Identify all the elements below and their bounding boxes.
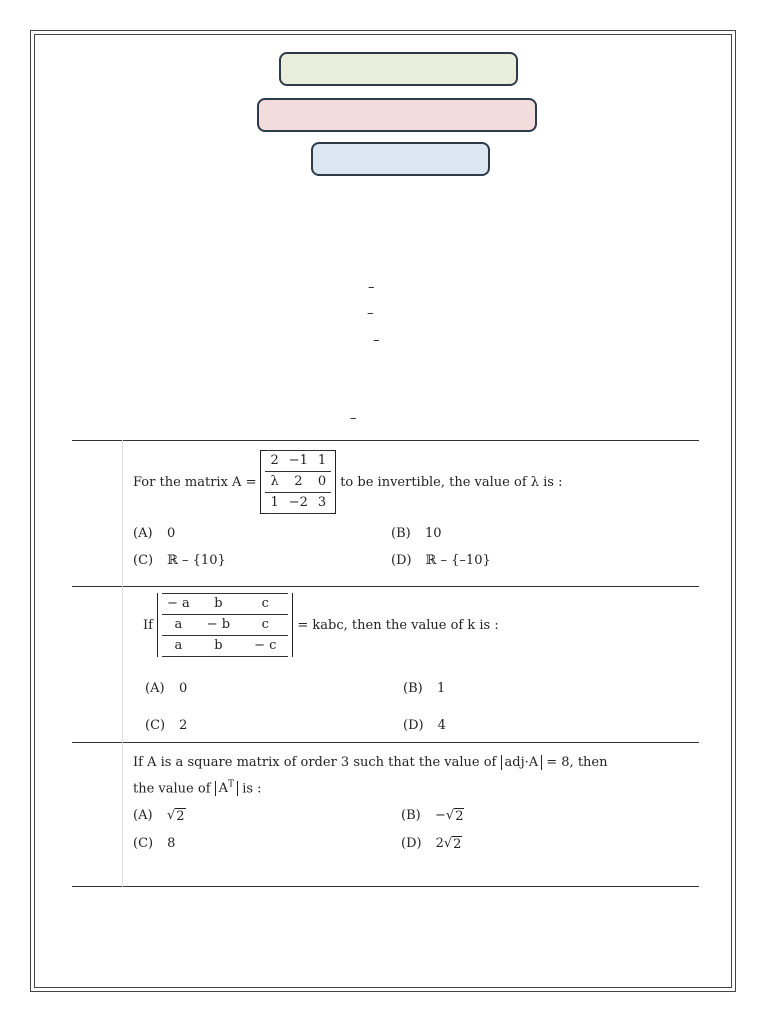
question-stem — [143, 593, 699, 657]
option-label: (B) — [403, 681, 423, 696]
matrix-entry: c — [261, 596, 269, 611]
option-text: 4 — [437, 718, 446, 733]
option-label: (C) — [145, 718, 166, 733]
stem-text: If A is a square matrix of order 3 such that the value of — [133, 755, 497, 770]
option-a — [133, 808, 401, 824]
option-label: (C) — [133, 553, 154, 568]
option-a — [145, 681, 403, 696]
option-b — [401, 808, 601, 824]
options-grid — [133, 808, 699, 852]
sqrt-icon: √ 2 — [167, 808, 185, 825]
dash-mark: – — [350, 411, 357, 426]
sqrt-icon: √ 2 — [443, 836, 462, 853]
matrix-entry: a — [174, 617, 183, 632]
question-table — [72, 440, 699, 887]
options-grid — [133, 526, 699, 568]
matrix-entry: 2 — [270, 453, 279, 468]
option-d — [403, 718, 603, 733]
option-text: 0 — [179, 681, 188, 696]
matrix-entry: 3 — [317, 495, 327, 510]
option-c — [133, 553, 391, 568]
radicand: 2 — [176, 809, 185, 825]
matrix-entry: − a — [166, 596, 190, 611]
matrix-entry: 0 — [317, 474, 327, 489]
determinant-a-transpose — [215, 781, 238, 796]
sqrt-icon: √ 2 — [445, 808, 464, 825]
option-prefix: 2 — [435, 836, 444, 852]
option-text: 8 — [167, 836, 176, 852]
option-label: (B) — [401, 808, 421, 824]
question-number-cell — [72, 441, 123, 587]
option-c — [133, 836, 401, 852]
question-cell — [123, 441, 700, 587]
matrix-entry: −2 — [288, 495, 308, 510]
option-text: 2 — [179, 718, 188, 733]
question-stem — [133, 752, 699, 800]
question-row — [72, 587, 699, 743]
option-b — [403, 681, 603, 696]
option-text: 1 — [437, 681, 446, 696]
option-c — [145, 718, 403, 733]
matrix-symbol: A — [218, 781, 229, 797]
option-text: ℝ – {–10} — [425, 553, 491, 568]
question-cell — [123, 743, 700, 887]
dash-mark: – — [367, 306, 374, 321]
matrix-entry: 2 — [294, 474, 303, 489]
transpose-superscript: T — [228, 780, 235, 790]
option-label: (A) — [145, 681, 165, 696]
option-label: (C) — [133, 836, 154, 852]
matrix-entry: b — [214, 638, 223, 653]
options-grid — [145, 681, 699, 733]
option-a — [133, 526, 391, 541]
question-number-cell — [72, 587, 123, 743]
option-text: 0 — [167, 526, 176, 541]
matrix — [260, 450, 336, 514]
question-stem — [133, 450, 699, 514]
matrix-entry: c — [261, 617, 269, 632]
dash-mark: – — [373, 333, 380, 348]
option-d — [391, 553, 591, 568]
option-prefix: − — [435, 808, 446, 824]
question-row — [72, 743, 699, 887]
question-number-cell — [72, 743, 123, 887]
stem-text: If — [143, 617, 153, 633]
stem-text: For the matrix A = — [133, 474, 257, 490]
determinant — [157, 593, 293, 657]
option-label: (A) — [133, 808, 153, 824]
option-text: ℝ – {10} — [167, 553, 226, 568]
stem-text: = 8, then — [546, 755, 608, 770]
header-box-pink — [257, 98, 537, 132]
matrix-entry: − c — [254, 638, 277, 653]
option-label: (D) — [391, 553, 412, 568]
matrix-entry: λ — [270, 474, 279, 489]
question-row — [72, 441, 699, 587]
option-label: (A) — [133, 526, 153, 541]
stem-text: = kabc, then the value of k is : — [297, 617, 499, 633]
matrix-entry: 1 — [270, 495, 279, 510]
header-box-blue — [311, 142, 490, 176]
matrix-entry: a — [174, 638, 183, 653]
option-label: (D) — [403, 718, 424, 733]
option-b — [391, 526, 591, 541]
determinant-adj-a: adj·A — [501, 755, 543, 770]
option-label: (B) — [391, 526, 411, 541]
matrix-entry: − b — [206, 617, 231, 632]
stem-text: is : — [242, 781, 262, 797]
matrix-entry: b — [214, 596, 223, 611]
matrix-entry: −1 — [288, 453, 308, 468]
radicand: 2 — [455, 809, 464, 825]
option-d — [401, 836, 601, 852]
matrix-entry: 1 — [317, 453, 327, 468]
stem-text: to be invertible, the value of λ is : — [340, 474, 563, 490]
dash-mark: – — [368, 280, 375, 295]
header-box-green — [279, 52, 518, 86]
question-cell — [123, 587, 700, 743]
option-label: (D) — [401, 836, 422, 852]
stem-text: the value of — [133, 781, 211, 797]
option-text: 10 — [425, 526, 442, 541]
radicand: 2 — [453, 837, 462, 853]
